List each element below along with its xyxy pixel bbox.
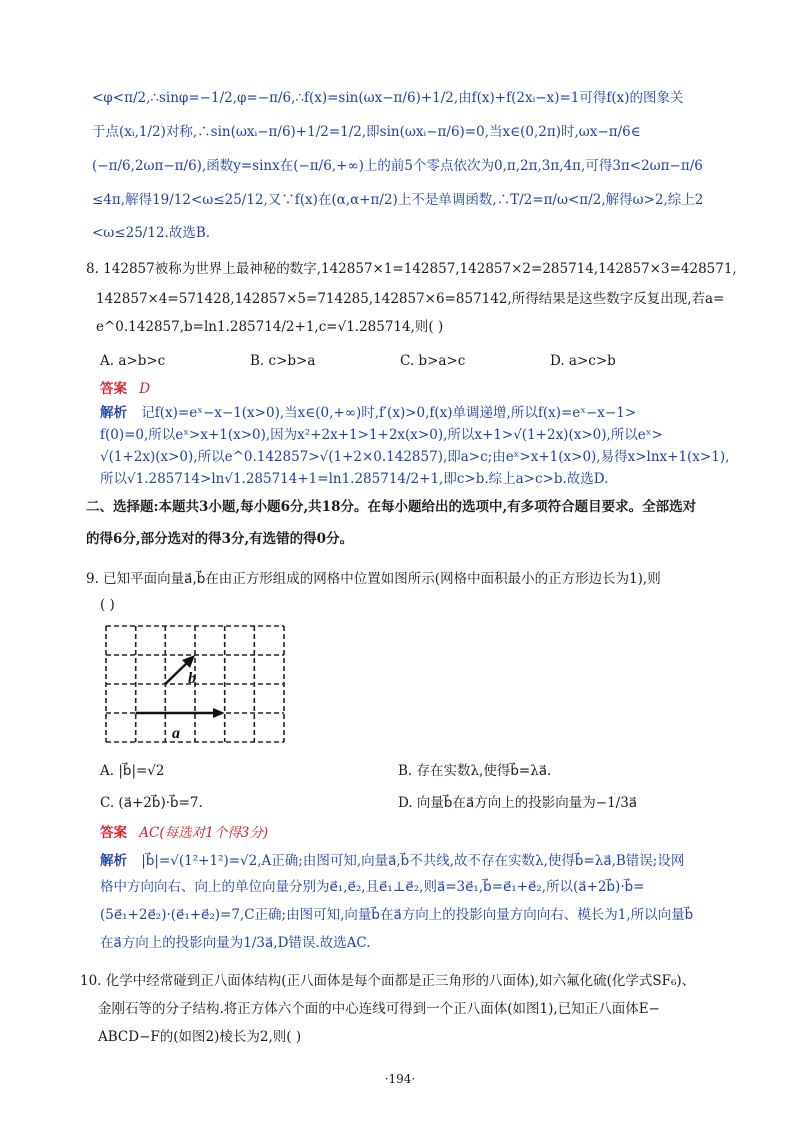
vector-grid-figure bbox=[102, 622, 288, 747]
q9-analysis-line-4: 在a⃗方向上的投影向量为1/3a⃗,D错误.故选AC. bbox=[100, 935, 371, 951]
q8-answer-value: D bbox=[139, 381, 151, 397]
sol7-line-3: (−π/6,2ωπ−π/6),函数y=sinx在(−π/6,+∞)上的前5个零点依次为0,π,2π,3π,4π,可得3π<2ωπ−π/6 bbox=[92, 158, 703, 174]
q9-stem-line-1: 9. 已知平面向量a⃗,b⃗在由正方形组成的网格中位置如图所示(网格中面积最小的正方形边长为1),则 bbox=[86, 571, 661, 587]
q8-option-c: C. b>a>c bbox=[400, 353, 466, 369]
q9-option-a: A. |b⃗|=√2 bbox=[100, 763, 165, 779]
q8-option-b: B. c>b>a bbox=[250, 353, 316, 369]
q9-answer-value: AC(每选对1个得3分) bbox=[139, 825, 269, 841]
q8-option-a: A. a>b>c bbox=[100, 353, 166, 369]
page-number: ·194· bbox=[384, 1072, 416, 1086]
q10-stem-line-3: ABCD−F的(如图2)棱长为2,则( ) bbox=[98, 1029, 302, 1045]
q9-stem-line-2: ( ) bbox=[100, 597, 115, 613]
q9-analysis-line-1 bbox=[100, 850, 684, 872]
q8-analysis-line-4: 所以√1.285714>ln√1.285714+1=ln1.285714/2+1,即c>b.综上a>c>b.故选D. bbox=[100, 471, 609, 487]
q8-answer bbox=[100, 378, 150, 400]
q8-stem-line-1: 8. 142857被称为世界上最神秘的数字,142857×1=142857,142857×2=285714,142857×3=428571, bbox=[86, 261, 737, 277]
sol7-line-5: <ω≤25/12.故选B. bbox=[92, 225, 211, 241]
q9-option-b: B. 存在实数λ,使得b⃗=λa⃗. bbox=[398, 763, 552, 779]
section2-line-2: 的得6分,部分选对的得3分,有选错的得0分。 bbox=[86, 531, 354, 547]
q9-analysis-label: 解析 bbox=[100, 853, 127, 869]
q9-answer bbox=[100, 822, 268, 844]
q8-answer-label: 答案 bbox=[100, 381, 127, 397]
vector-b-label: b bbox=[188, 670, 196, 687]
section2-line-1: 二、选择题:本题共3小题,每小题6分,共18分。在每小题给出的选项中,有多项符合题目要求。全部选对 bbox=[86, 499, 697, 515]
q8-analysis-text-1: 记f(x)=eˣ−x−1(x>0),当x∈(0,+∞)时,f′(x)>0,f(x)单调递增,所以f(x)=eˣ−x−1> bbox=[141, 405, 637, 421]
q10-stem-line-1: 10. 化学中经常碰到正八面体结构(正八面体是每个面都是正三角形的八面体),如六氟化硫(化学式SF₆)、 bbox=[80, 973, 696, 989]
q9-analysis-text-1: |b⃗|=√(1²+1²)=√2,A正确;由图可知,向量a⃗,b⃗不共线,故不存在实数λ,使得b⃗=λa⃗,B错误;设网 bbox=[141, 853, 685, 869]
vector-a bbox=[136, 708, 225, 718]
q9-option-d: D. 向量b⃗在a⃗方向上的投影向量为−1/3a⃗ bbox=[398, 795, 638, 811]
q8-analysis-line-2: f(0)=0,所以eˣ>x+1(x>0),因为x²+2x+1>1+2x(x>0),所以x+1>√(1+2x)(x>0),所以eˣ> bbox=[100, 427, 663, 443]
sol7-line-2: 于点(xᵢ,1/2)对称,∴sin(ωxᵢ−π/6)+1/2=1/2,即sin(ωxᵢ−π/6)=0,当x∈(0,2π)时,ωx−π/6∈ bbox=[92, 124, 641, 140]
q8-analysis-line-1 bbox=[100, 402, 636, 424]
q8-analysis-line-3: √(1+2x)(x>0),所以e^0.142857>√(1+2×0.142857),即a>c;由eˣ>x+1(x>0),易得x>lnx+1(x>1), bbox=[100, 449, 730, 465]
sol7-line-1: <φ<π/2,∴sinφ=−1/2,φ=−π/6,∴f(x)=sin(ωx−π/6)+1/2,由f(x)+f(2xᵢ−x)=1可得f(x)的图象关 bbox=[92, 90, 684, 106]
q9-analysis-line-2: 格中方向向右、向上的单位向量分别为e⃗₁,e⃗₂,且e⃗₁⊥e⃗₂,则a⃗=3e⃗₁,b⃗=e⃗₁+e⃗₂,所以(a⃗+2b⃗)·b⃗= bbox=[100, 879, 645, 895]
q8-option-d: D. a>c>b bbox=[550, 353, 616, 369]
vector-a-label: a bbox=[172, 725, 180, 742]
q8-stem-line-2: 142857×4=571428,142857×5=714285,142857×6=857142,所得结果是这些数字反复出现,若a= bbox=[96, 291, 725, 307]
q9-option-c: C. (a⃗+2b⃗)·b⃗=7. bbox=[100, 795, 203, 811]
q8-analysis-label: 解析 bbox=[100, 405, 127, 421]
sol7-line-4: ≤4π,解得19/12<ω≤25/12,又∵f(x)在(α,α+π/2)上不是单调函数,∴T/2=π/ω<π/2,解得ω>2,综上2 bbox=[92, 192, 704, 208]
q9-analysis-line-3: (5e⃗₁+2e⃗₂)·(e⃗₁+e⃗₂)=7,C正确;由图可知,向量b⃗在a⃗方向上的投影向量方向向右、模长为1,所以向量b⃗ bbox=[100, 907, 694, 923]
q9-answer-label: 答案 bbox=[100, 825, 127, 841]
q8-stem-line-3: e^0.142857,b=ln1.285714/2+1,c=√1.285714,则( ) bbox=[96, 319, 444, 335]
q10-stem-line-2: 金刚石等的分子结构.将正方体六个面的中心连线可得到一个正八面体(如图1),已知正八面体E− bbox=[98, 1001, 660, 1017]
